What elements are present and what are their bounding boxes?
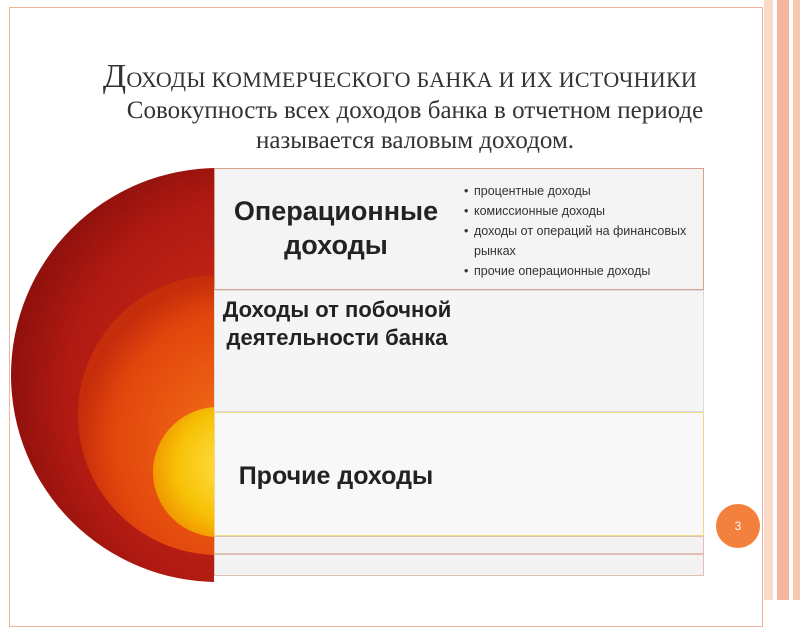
footer-band [214,554,704,576]
list-item: • прочие операционные доходы [464,261,704,281]
list-item: • доходы от операций на финансовых рынках [464,221,704,261]
tier-label-other: Прочие доходы [238,462,434,490]
tier-label-operational: Операционные доходы [233,196,439,260]
slide-subtitle: Совокупность всех доходов банка в отчетном периоде называется валовым доходом. [126,97,704,154]
title-text: ОХОДЫ КОММЕРЧЕСКОГО БАНКА И ИХ ИСТОЧНИКИ [126,67,698,92]
title-first-letter: Д [102,58,127,95]
tier-label-side-activity: Доходы от побочной деятельности банка [222,297,452,350]
operational-income-list [464,181,704,281]
slide-number-badge: 3 [716,504,760,548]
list-item: • комиссионные доходы [464,201,704,221]
list-item: • процентные доходы [464,181,704,201]
footer-band [214,536,704,554]
